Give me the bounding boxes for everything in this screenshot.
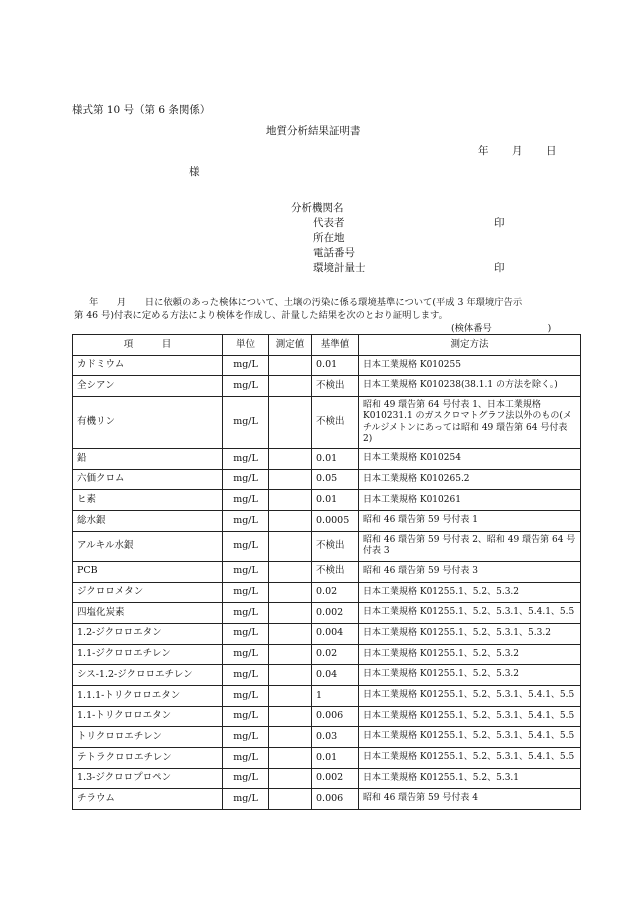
row-standard: 1 bbox=[312, 685, 359, 706]
row-unit: mg/L bbox=[223, 355, 269, 376]
table-row bbox=[73, 397, 581, 449]
row-item: アルキル水銀 bbox=[73, 531, 223, 561]
header-value: 測定値 bbox=[269, 335, 312, 356]
row-value bbox=[269, 469, 312, 490]
row-unit: mg/L bbox=[223, 469, 269, 490]
row-method: 日本工業規格 K01255.1、5.2、5.3.1、5.4.1、5.5 bbox=[359, 603, 581, 624]
row-unit: mg/L bbox=[223, 397, 269, 449]
row-unit: mg/L bbox=[223, 490, 269, 511]
row-method: 日本工業規格 K010238(38.1.1 の方法を除く。) bbox=[359, 376, 581, 397]
row-value bbox=[269, 665, 312, 686]
row-method: 日本工業規格 K01255.1、5.2、5.3.1、5.4.1、5.5 bbox=[359, 706, 581, 727]
row-value bbox=[269, 582, 312, 603]
row-item: チラウム bbox=[73, 789, 223, 810]
row-item: 1.1-トリクロロエタン bbox=[73, 706, 223, 727]
table-row bbox=[73, 531, 581, 561]
sample-number-field: (検体番号 ) bbox=[451, 323, 552, 334]
row-item: カドミウム bbox=[73, 355, 223, 376]
row-value bbox=[269, 748, 312, 769]
header-item: 項 目 bbox=[73, 335, 223, 356]
row-standard: 0.05 bbox=[312, 469, 359, 490]
issuer-address-label: 所在地 bbox=[313, 232, 345, 244]
table-row bbox=[73, 490, 581, 511]
row-method: 日本工業規格 K01255.1、5.2、5.3.1、5.4.1、5.5 bbox=[359, 727, 581, 748]
row-unit: mg/L bbox=[223, 582, 269, 603]
table-row bbox=[73, 768, 581, 789]
row-method: 日本工業規格 K01255.1、5.2、5.3.1、5.4.1、5.5 bbox=[359, 685, 581, 706]
row-value bbox=[269, 706, 312, 727]
results-table bbox=[72, 334, 581, 810]
row-unit: mg/L bbox=[223, 511, 269, 532]
table-row bbox=[73, 561, 581, 582]
row-value bbox=[269, 623, 312, 644]
row-standard: 0.01 bbox=[312, 490, 359, 511]
row-item: 全シアン bbox=[73, 376, 223, 397]
row-item: PCB bbox=[73, 561, 223, 582]
row-standard: 不検出 bbox=[312, 397, 359, 449]
row-standard: 不検出 bbox=[312, 376, 359, 397]
row-unit: mg/L bbox=[223, 531, 269, 561]
row-method: 昭和 46 環告第 59 号付表 1 bbox=[359, 511, 581, 532]
row-value bbox=[269, 561, 312, 582]
row-standard: 0.01 bbox=[312, 449, 359, 470]
row-method: 日本工業規格 K01255.1、5.2、5.3.1、5.3.2 bbox=[359, 623, 581, 644]
table-row bbox=[73, 582, 581, 603]
row-method: 昭和 49 環告第 64 号付表 1、日本工業規格 K010231.1 のガスクロマトグラフ法以外のもの(メチルジメトンにあっては昭和 49 環告第 64 号付表 2) bbox=[359, 397, 581, 449]
table-row bbox=[73, 603, 581, 624]
table-row bbox=[73, 685, 581, 706]
row-method: 日本工業規格 K01255.1、5.2、5.3.2 bbox=[359, 582, 581, 603]
row-unit: mg/L bbox=[223, 768, 269, 789]
intro-line-2: 第 46 号)付表に定める方法により検体を作成し、計量した結果を次のとおり証明します。 bbox=[74, 310, 448, 321]
row-value bbox=[269, 511, 312, 532]
row-value bbox=[269, 490, 312, 511]
row-unit: mg/L bbox=[223, 561, 269, 582]
row-unit: mg/L bbox=[223, 603, 269, 624]
row-value bbox=[269, 355, 312, 376]
date-year: 年 bbox=[478, 145, 489, 157]
row-standard: 0.03 bbox=[312, 727, 359, 748]
row-unit: mg/L bbox=[223, 727, 269, 748]
table-header-row bbox=[73, 335, 581, 356]
row-item: ジクロロメタン bbox=[73, 582, 223, 603]
row-method: 昭和 46 環告第 59 号付表 4 bbox=[359, 789, 581, 810]
table-row bbox=[73, 706, 581, 727]
row-unit: mg/L bbox=[223, 376, 269, 397]
row-value bbox=[269, 789, 312, 810]
table-row bbox=[73, 376, 581, 397]
table-row bbox=[73, 511, 581, 532]
row-value bbox=[269, 685, 312, 706]
row-item: テトラクロロエチレン bbox=[73, 748, 223, 769]
row-method: 日本工業規格 K01255.1、5.2、5.3.2 bbox=[359, 665, 581, 686]
seal-mark-rep: 印 bbox=[494, 217, 505, 229]
row-item: 有機リン bbox=[73, 397, 223, 449]
table-row bbox=[73, 789, 581, 810]
document-title: 地質分析結果証明書 bbox=[266, 125, 361, 137]
row-method: 昭和 46 環告第 59 号付表 3 bbox=[359, 561, 581, 582]
row-item: シス-1.2-ジクロロエチレン bbox=[73, 665, 223, 686]
row-unit: mg/L bbox=[223, 685, 269, 706]
row-value bbox=[269, 449, 312, 470]
header-unit: 単位 bbox=[223, 335, 269, 356]
table-row bbox=[73, 665, 581, 686]
issuer-measurer-label: 環境計量士 bbox=[313, 262, 366, 274]
row-unit: mg/L bbox=[223, 706, 269, 727]
row-method: 日本工業規格 K010255 bbox=[359, 355, 581, 376]
row-item: トリクロロエチレン bbox=[73, 727, 223, 748]
row-item: 1.1-ジクロロエチレン bbox=[73, 644, 223, 665]
row-item: 1.2-ジクロロエタン bbox=[73, 623, 223, 644]
seal-mark-measurer: 印 bbox=[494, 262, 505, 274]
row-standard: 0.006 bbox=[312, 789, 359, 810]
issuer-org-label: 分析機関名 bbox=[291, 202, 344, 214]
row-standard: 不検出 bbox=[312, 531, 359, 561]
table-row bbox=[73, 748, 581, 769]
row-method: 日本工業規格 K01255.1、5.2、5.3.1、5.4.1、5.5 bbox=[359, 748, 581, 769]
row-unit: mg/L bbox=[223, 789, 269, 810]
row-standard: 0.01 bbox=[312, 748, 359, 769]
row-item: 鉛 bbox=[73, 449, 223, 470]
table-row bbox=[73, 469, 581, 490]
row-value bbox=[269, 531, 312, 561]
header-method: 測定方法 bbox=[359, 335, 581, 356]
row-value bbox=[269, 376, 312, 397]
row-standard: 0.004 bbox=[312, 623, 359, 644]
row-value bbox=[269, 727, 312, 748]
row-method: 日本工業規格 K010254 bbox=[359, 449, 581, 470]
row-unit: mg/L bbox=[223, 665, 269, 686]
row-item: 1.3-ジクロロプロペン bbox=[73, 768, 223, 789]
row-method: 日本工業規格 K01255.1、5.2、5.3.1 bbox=[359, 768, 581, 789]
table-row bbox=[73, 727, 581, 748]
row-standard: 0.002 bbox=[312, 768, 359, 789]
row-value bbox=[269, 397, 312, 449]
row-value bbox=[269, 644, 312, 665]
form-number: 様式第 10 号（第 6 条関係） bbox=[72, 104, 211, 116]
row-item: 六価クロム bbox=[73, 469, 223, 490]
header-standard: 基準値 bbox=[312, 335, 359, 356]
addressee-suffix: 様 bbox=[189, 166, 200, 178]
date-month: 月 bbox=[512, 145, 523, 157]
row-method: 日本工業規格 K010265.2 bbox=[359, 469, 581, 490]
table-row bbox=[73, 449, 581, 470]
row-standard: 不検出 bbox=[312, 561, 359, 582]
table-row bbox=[73, 623, 581, 644]
row-item: 四塩化炭素 bbox=[73, 603, 223, 624]
row-value bbox=[269, 603, 312, 624]
table-row bbox=[73, 644, 581, 665]
issuer-rep-label: 代表者 bbox=[313, 217, 345, 229]
row-standard: 0.02 bbox=[312, 644, 359, 665]
row-standard: 0.02 bbox=[312, 582, 359, 603]
row-method: 昭和 46 環告第 59 号付表 2、昭和 49 環告第 64 号付表 3 bbox=[359, 531, 581, 561]
row-standard: 0.006 bbox=[312, 706, 359, 727]
date-day: 日 bbox=[546, 145, 557, 157]
row-unit: mg/L bbox=[223, 623, 269, 644]
row-item: 総水銀 bbox=[73, 511, 223, 532]
row-value bbox=[269, 768, 312, 789]
table-row bbox=[73, 355, 581, 376]
row-standard: 0.04 bbox=[312, 665, 359, 686]
row-standard: 0.01 bbox=[312, 355, 359, 376]
row-unit: mg/L bbox=[223, 644, 269, 665]
issuer-phone-label: 電話番号 bbox=[313, 247, 355, 259]
row-item: ヒ素 bbox=[73, 490, 223, 511]
row-item: 1.1.1-トリクロロエタン bbox=[73, 685, 223, 706]
row-standard: 0.0005 bbox=[312, 511, 359, 532]
row-standard: 0.002 bbox=[312, 603, 359, 624]
intro-line-1: 年 月 日に依頼のあった検体について、土壌の汚染に係る環境基準について(平成 3 年環境庁告示 bbox=[89, 297, 523, 308]
row-method: 日本工業規格 K01255.1、5.2、5.3.2 bbox=[359, 644, 581, 665]
row-unit: mg/L bbox=[223, 748, 269, 769]
row-method: 日本工業規格 K010261 bbox=[359, 490, 581, 511]
row-unit: mg/L bbox=[223, 449, 269, 470]
